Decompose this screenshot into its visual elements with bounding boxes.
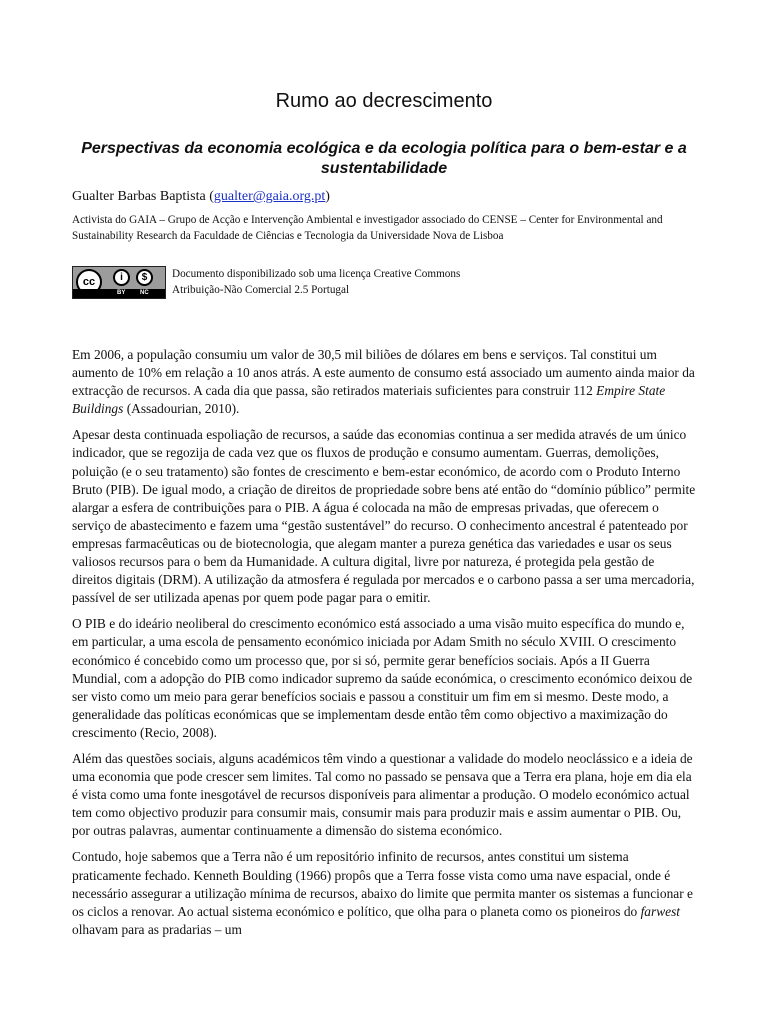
author-close-paren: ) xyxy=(325,189,330,204)
paragraph-5-text-b: olhavam para as pradarias – um xyxy=(72,921,242,937)
cc-icon: cc xyxy=(76,269,102,295)
paragraph-1-text-b: (Assadourian, 2010). xyxy=(123,401,240,417)
author-name: Gualter Barbas Baptista ( xyxy=(72,189,214,204)
badge-nc-label: NC xyxy=(140,290,149,296)
paragraph-4: Além das questões sociais, alguns académicos têm vindo a questionar a validade do modelo neoclássico e a ideia de uma economia que pode crescer sem limites. Tal como no passado se pensava que a Terra era plana, hoje em dia ela é vista como uma fonte inesgotável de recursos disponíveis para alimentar a produção. O modelo económico actual tem como objectivo produzir para consumir mais, consumir mais para produzir mais e assim aumentar o PIB. Ou, por outras palavras, aumentar continuamente a dimensão do sistema económico. xyxy=(72,750,693,839)
license-block xyxy=(72,266,696,300)
attribution-icon: i xyxy=(113,269,130,286)
badge-by-label: BY xyxy=(117,290,126,296)
paragraph-1-text-a: Em 2006, a população consumiu um valor de 30,5 mil biliões de dólares em bens e serviços. Tal constitui um aumento de 10% em relação a 10 anos atrás. A este aumento de consumo está associado um aumento ainda maior da extracção de recursos. A cada dia que passa, são retirados materiais suficientes para construir 112 xyxy=(72,347,695,399)
document-subtitle: Perspectivas da economia ecológica e da ecologia política para o bem-estar e a sustentabilidade xyxy=(81,140,687,177)
document-body xyxy=(72,346,696,947)
paragraph-5-italic: farwest xyxy=(640,903,681,919)
paragraph-2: Apesar desta continuada espoliação de recursos, a saúde das economias continua a ser medida através de um único indicador, que se regozija de cada vez que os fluxos de produção e consumo aumentam. Guerras, demolições, poluição (e o seu tratamento) são fontes de crescimento e bem-estar económico, de acordo com o Produto Interno Bruto (PIB). De igual modo, a criação de direitos de propriedade sobre bens até então do “domínio público” permite alargar a esfera de contribuições para o PIB. A água é colocada na mão de empresas privadas, que oferecem o serviço de abastecimento e fazem uma “gestão sustentável” do recurso. O conhecimento ancestral é patenteado por empresas farmacêuticas ou de biotecnologia, que alegam manter a pureza genética das variedades e usar os seus valiosos recursos para o bem da Humanidade. A cultura digital, livre por natureza, é protegida pela gestão de direitos digitais (DRM). A utilização da atmosfera é regulada por mercados e o carbono passa a ser uma mercadoria, passível de ser utilizada apenas por quem pode pagar para o emitir. xyxy=(72,427,696,606)
license-text xyxy=(172,266,692,298)
paragraph-5-text-a: Contudo, hoje sabemos que a Terra não é um repositório infinito de recursos, antes constitui um sistema praticamente fechado. Kenneth Boulding (1966) propôs que a Terra fosse vista como uma nave espacial, onde é necessário assegurar a utilização mínima de recursos, abaixo do limite que permita manter os sistemas a funcionar e os ciclos a renovar. Ao actual sistema económico e político, que olha para o planeta como os pioneiros do xyxy=(72,849,693,919)
license-line-1: Documento disponibilizado sob uma licença Creative Commons xyxy=(172,268,461,280)
noncommercial-icon: $ xyxy=(136,269,153,286)
creative-commons-badge-icon[interactable] xyxy=(72,266,166,299)
paragraph-1-italic: Empire State Buildings xyxy=(72,383,666,417)
license-line-2: Atribuição-Não Comercial 2.5 Portugal xyxy=(172,284,350,296)
paragraph-1 xyxy=(72,346,696,418)
author-email-link[interactable]: gualter@gaia.org.pt xyxy=(213,189,326,204)
paragraph-5 xyxy=(72,848,696,938)
author-line xyxy=(72,188,696,206)
author-affiliation: Activista do GAIA – Grupo de Acção e Intervenção Ambiental e investigador associado do CENSE – Center for Environmental and Sustainability Research da Faculdade de Ciências e Tecnologia da Universidade Nova de Lisboa xyxy=(72,214,663,242)
paragraph-3: O PIB e do ideário neoliberal do crescimento económico está associado a uma visão muito específica do mundo e, em particular, a uma escola de pensamento económico iniciada por Adam Smith no século XVIII. O crescimento económico é concebido como um processo que, por si só, permite gerar benefícios sociais. Após a II Guerra Mundial, com a adopção do PIB como indicador supremo da saúde económica, o crescimento económico deixou de ser visto como um meio para gerar benefícios sociais e passou a constituir um fim em si mesmo. Deste modo, a generalidade das políticas económicas que se implementam desde então têm como objectivo a maximização do crescimento (Recio, 2008). xyxy=(72,616,693,740)
document-title: Rumo ao decrescimento xyxy=(275,90,493,112)
